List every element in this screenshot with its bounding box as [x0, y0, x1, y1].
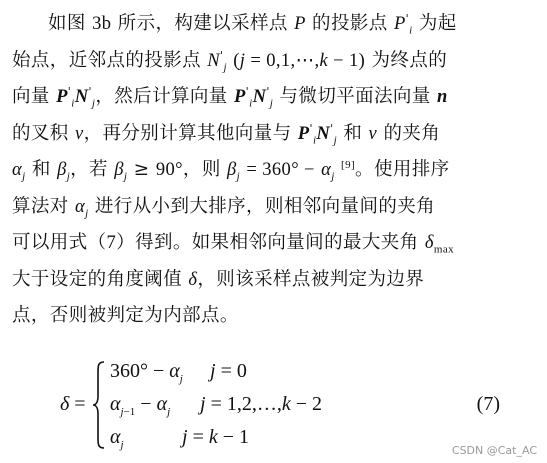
case-3-expr: $\alpha_j$: [110, 426, 124, 451]
body-paragraph: [12, 6, 540, 335]
equation-lhs: δ =: [60, 393, 86, 415]
line-6: 算法对 $\alpha_j$ 进行从小到大排序，则相邻向量间的夹角: [12, 195, 436, 220]
case-1-cond: j = 0: [210, 360, 247, 382]
watermark: CSDN @Cat_AC: [451, 444, 537, 457]
line-8: 大于设定的角度阈值 δ，则该采样点被判定为边界: [12, 268, 425, 290]
line-5: $\alpha_j$ 和 $\beta_j$，若 $\beta_j \ge 90^\circ$，则 $\beta_j = 360^\circ - \alpha_j$ [9]。使用排序: [12, 158, 450, 183]
line-3: 向量 $P'_iN'_j$，然后计算向量 $P'_iN'_j$ 与微切平面法向量 n: [12, 84, 448, 110]
case-2-cond: j = 1,2,…,k − 2: [200, 393, 323, 415]
line-7: 可以用式（7）得到。如果相邻向量间的最大夹角 $\delta_{max}$: [12, 232, 454, 256]
case-2-expr: $\alpha_{j-1} - \alpha_j$: [110, 393, 171, 418]
case-1-expr: $360^\circ - \alpha_j$: [110, 360, 183, 385]
line-2: 始点，近邻点的投影点 $N'_j$ (j = 0,1,⋯,k − 1) 为终点的: [12, 48, 448, 74]
line-4: 的叉积 v，再分别计算其他向量与 $P'_iN'_j$ 和 v 的夹角: [12, 121, 441, 147]
line-1: 如图 3b 所示，构建以采样点 P 的投影点 $P'_i$ 为起: [48, 11, 457, 37]
equation-7: [60, 356, 540, 456]
equation-number: (7): [476, 393, 500, 415]
line-9: 点，否则被判定为内部点。: [12, 305, 239, 326]
case-3-cond: j = k − 1: [182, 426, 250, 448]
left-brace-icon: [92, 360, 106, 450]
